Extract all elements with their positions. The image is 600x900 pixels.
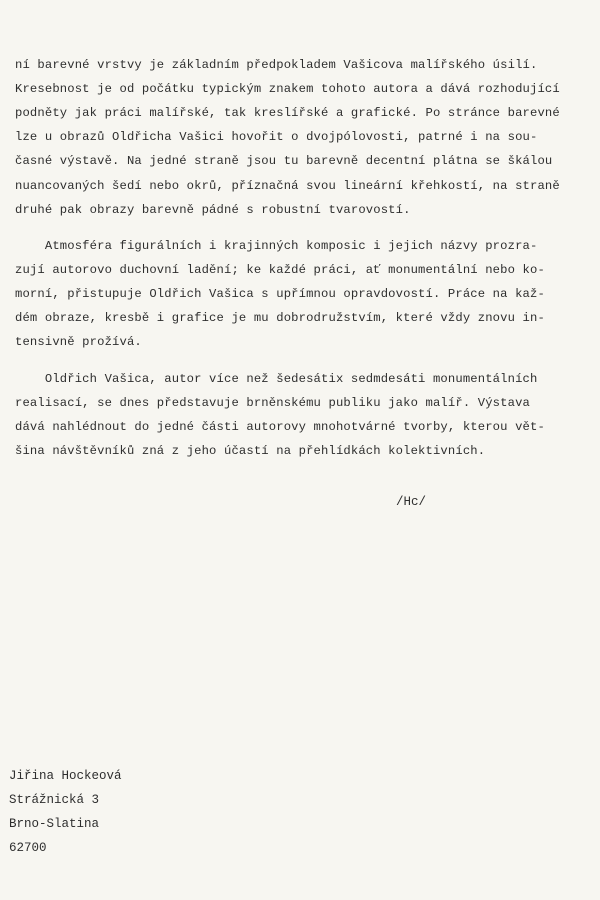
text-line: morní, přistupuje Oldřich Vašica s upřímnou opravdovostí. Práce na kaž- (15, 287, 545, 301)
text-line: šina návštěvníků zná z jeho účastí na přehlídkách kolektivních. (15, 444, 486, 458)
text-line: lze u obrazů Oldřicha Vašici hovořit o dvojpólovosti, patrné i na sou- (15, 130, 538, 144)
author-initials: /Hc/ (396, 495, 427, 509)
text-line: druhé pak obrazy barevně pádné s robustní tvarovostí. (15, 203, 411, 217)
text-line: realisací, se dnes představuje brněnskému publiku jako malíř. Výstava (15, 396, 530, 410)
text-line: dává nahlédnout do jedné části autorovy mnohotvárné tvorby, kterou vět- (15, 420, 545, 434)
text-line: dém obraze, kresbě i grafice je mu dobrodružstvím, které vždy znovu in- (15, 311, 545, 325)
text-line: nuancovaných šedí nebo okrů, příznačná svou lineární křehkostí, na straně (15, 179, 560, 193)
text-line: Kresebnost je od počátku typickým znakem tohoto autora a dává rozhodující (15, 82, 560, 96)
address-city: Brno-Slatina (9, 817, 100, 831)
address-street: Strážnická 3 (9, 793, 100, 807)
text-line: zují autorovo duchovní ladění; ke každé práci, ať monumentální nebo ko- (15, 263, 545, 277)
text-line: podněty jak práci malířské, tak kreslířské a grafické. Po stránce barevné (15, 106, 560, 120)
text-line: tensivně prožívá. (15, 335, 142, 349)
text-line: Oldřich Vašica, autor více než šedesátix sedmdesáti monumentálních (15, 372, 538, 386)
address-postcode: 62700 (9, 841, 47, 855)
text-line: Atmosféra figurálních i krajinných komposic i jejich názvy prozra- (15, 239, 538, 253)
text-line: ní barevné vrstvy je základním předpokladem Vašicova malířského úsilí. (15, 58, 538, 72)
text-line: časné výstavě. Na jedné straně jsou tu barevně decentní plátna se škálou (15, 154, 553, 168)
address-name: Jiřina Hockeová (9, 769, 122, 783)
